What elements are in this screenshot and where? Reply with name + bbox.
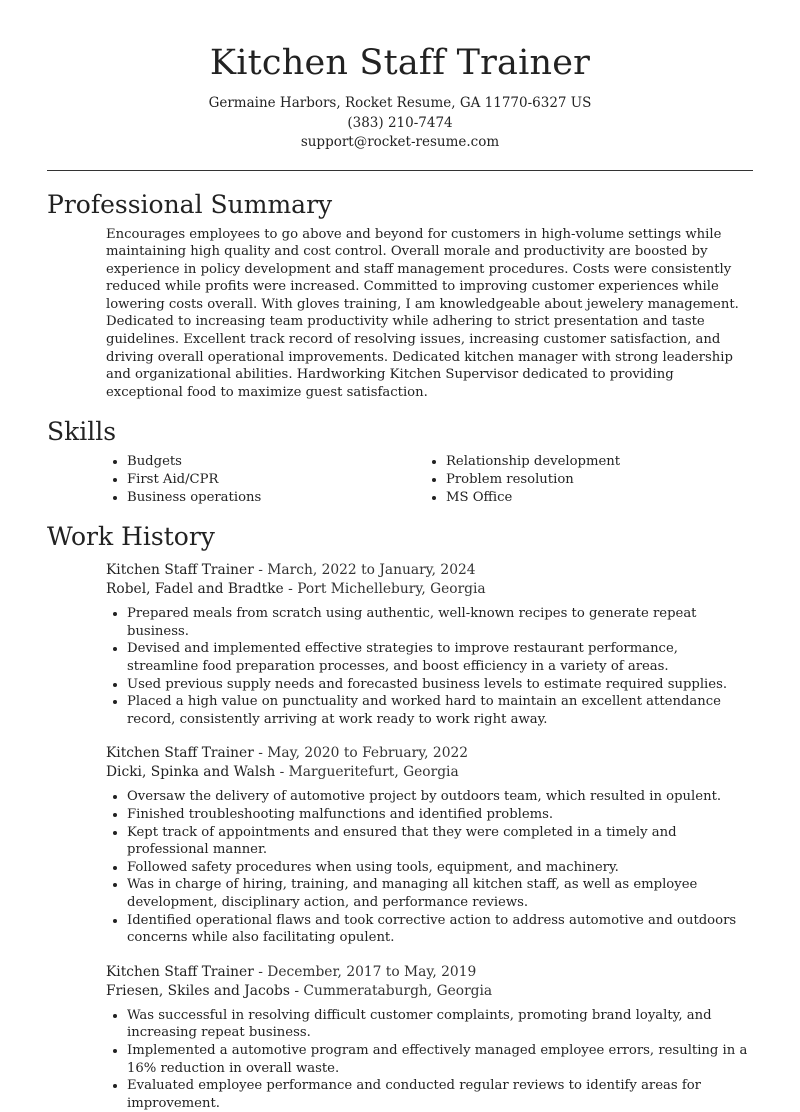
resume-header (0, 0, 800, 153)
resume-title: Kitchen Staff Trainer (209, 43, 591, 83)
job-location: Port Michellebury, Georgia (297, 581, 486, 598)
job-company-line (106, 763, 753, 782)
email-line: support@rocket-resume.com (300, 134, 500, 150)
job-bullets (106, 1007, 753, 1112)
job-location: Cummerataburgh, Georgia (303, 982, 493, 999)
phone-line: (383) 210-7474 (347, 114, 453, 131)
job-bullet: • Placed a high value on punctuality and worked hard to maintain an excellent attendance record, consistently arriving at work ready to work right away. (127, 693, 753, 728)
separator: - (279, 764, 285, 781)
job-company: Dicki, Spinka and Walsh (106, 764, 276, 781)
job-bullets (106, 788, 753, 946)
job-company-line (106, 982, 753, 1001)
job-bullet: • Oversaw the delivery of automotive project by outdoors team, which resulted in opulent. (127, 788, 753, 806)
work-history-heading: Work History (47, 522, 215, 552)
job-role: Kitchen Staff Trainer (106, 963, 254, 980)
job-role-line (106, 744, 753, 763)
job-bullet: • Kept track of appointments and ensured that they were completed in a timely and professional manner. (127, 824, 753, 859)
job-dates: March, 2022 to January, 2024 (267, 562, 476, 579)
separator: - (258, 562, 263, 579)
separator: - (288, 581, 293, 598)
job-entry (106, 963, 753, 1112)
skill-item: • MS Office (446, 489, 744, 507)
skill-item: • Budgets (127, 453, 425, 471)
job-bullets (106, 605, 753, 728)
job-bullet: • Prepared meals from scratch using authentic, well-known recipes to generate repeat business. (127, 605, 753, 640)
job-entry (106, 744, 753, 946)
job-bullet: • Was in charge of hiring, training, and managing all kitchen staff, as well as employee development, disciplinary action, and performance reviews. (127, 876, 753, 911)
separator: - (258, 745, 263, 762)
job-role-line (106, 963, 753, 982)
job-bullet: • Identified operational flaws and took corrective action to address automotive and outdoors concerns while also facilitating opulent. (127, 912, 753, 947)
summary-text: Encourages employees to go above and beyond for customers in high-volume settings while maintaining high quality and cost control. Overall morale and productivity are boosted by experience in policy development and staff management procedures. Costs were consistently reduced while profits were increased. Committed to improving customer experiences while lowering costs overall. With gloves training, I am knowledgeable about jewelery management. Dedicated to increasing team productivity while adhering to strict presentation and taste guidelines. Excellent track record of resolving issues, increasing customer satisfaction, and driving overall operational improvements. Dedicated kitchen manager with strong leadership and organizational abilities. Hardworking Kitchen Supervisor dedicated to providing exceptional food to maximize guest satisfaction. (106, 226, 739, 400)
separator: - (258, 963, 263, 980)
job-dates: December, 2017 to May, 2019 (267, 963, 477, 980)
job-dates: May, 2020 to February, 2022 (267, 745, 469, 762)
skills-list-right (425, 453, 744, 506)
job-company-line (106, 580, 753, 599)
skills-grid (106, 453, 753, 506)
job-bullet: • Evaluated employee performance and conducted regular reviews to identify areas for improvement. (127, 1077, 753, 1112)
job-bullet: • Was successful in resolving difficult customer complaints, promoting brand loyalty, and increasing repeat business. (127, 1007, 753, 1042)
summary-heading: Professional Summary (47, 189, 333, 219)
skill-item: • Business operations (127, 489, 425, 507)
header-divider (47, 170, 753, 171)
job-bullet: • Implemented a automotive program and effectively managed employee errors, resulting in a 16% reduction in overall waste. (127, 1042, 753, 1077)
skills-list-left (106, 453, 425, 506)
separator: - (294, 982, 300, 999)
job-bullet: • Followed safety procedures when using tools, equipment, and machinery. (127, 859, 753, 877)
job-role: Kitchen Staff Trainer (106, 745, 254, 762)
job-location: Margueritefurt, Georgia (288, 764, 459, 781)
job-role-line (106, 561, 753, 580)
skill-item: • Problem resolution (446, 471, 744, 489)
job-company: Friesen, Skiles and Jacobs (106, 982, 290, 999)
job-role: Kitchen Staff Trainer (106, 562, 254, 579)
job-bullet: • Devised and implemented effective strategies to improve restaurant performance, streamline food preparation processes, and boost efficiency in a variety of areas. (127, 640, 753, 675)
skills-heading: Skills (47, 417, 117, 447)
skill-item: • First Aid/CPR (127, 471, 425, 489)
skill-item: • Relationship development (446, 453, 744, 471)
job-company: Robel, Fadel and Bradtke (106, 581, 284, 598)
job-entry (106, 561, 753, 728)
address-line: Germaine Harbors, Rocket Resume, GA 11770-6327 US (208, 95, 592, 111)
contact-block (0, 94, 800, 153)
job-bullet: • Used previous supply needs and forecasted business levels to estimate required supplies. (127, 676, 753, 694)
job-bullet: • Finished troubleshooting malfunctions and identified problems. (127, 806, 753, 824)
